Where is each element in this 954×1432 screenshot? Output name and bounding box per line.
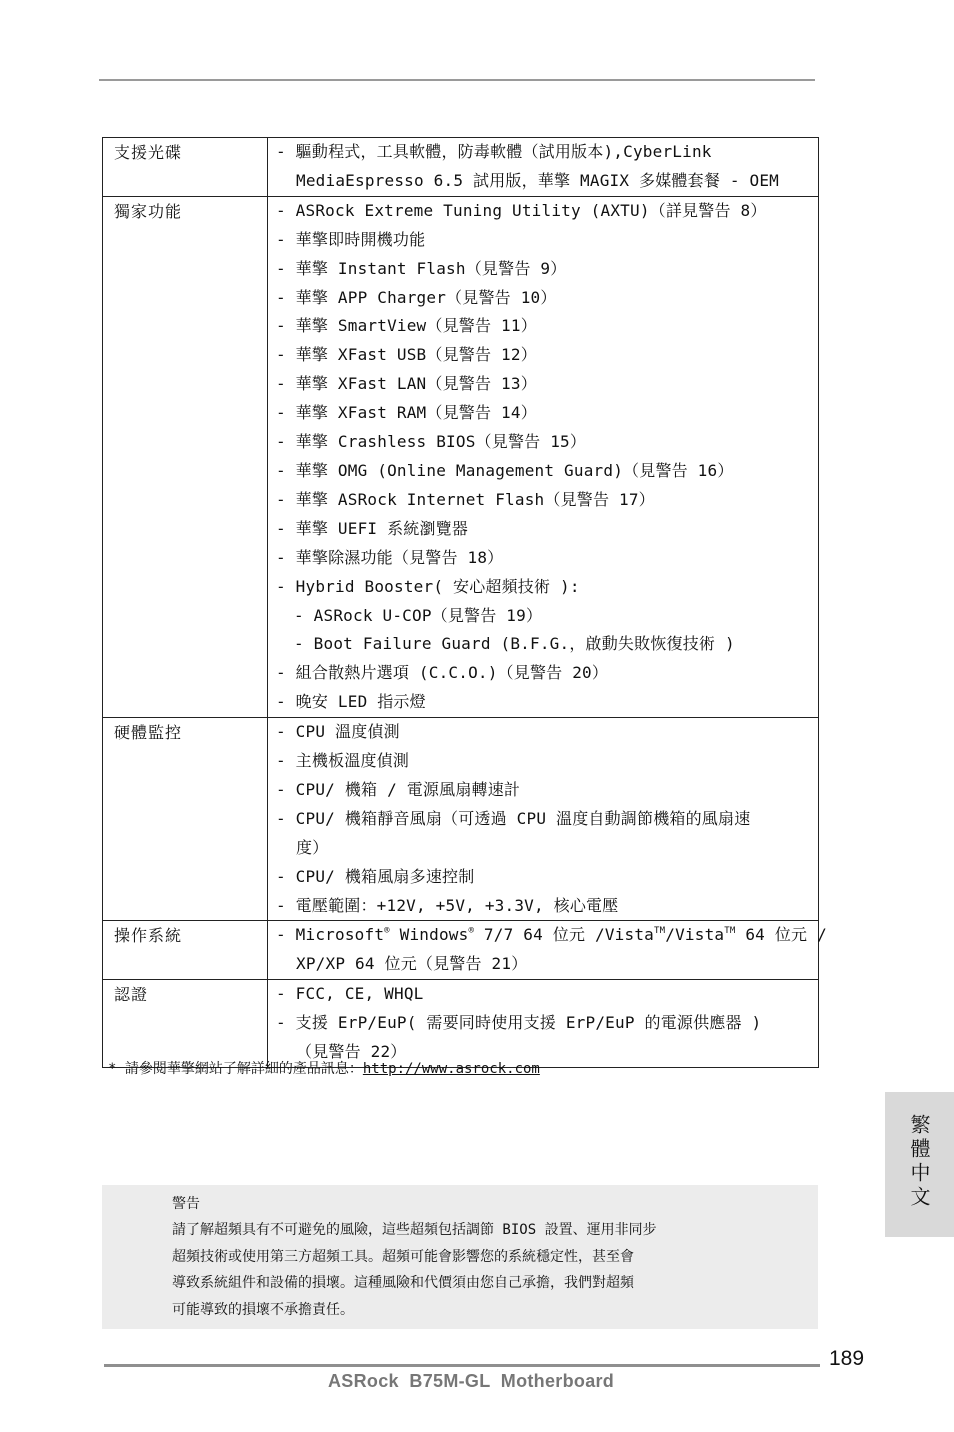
warning-line: 超頻技術或使用第三方超頻工具。超頻可能會影響您的系統穩定性，甚至會 bbox=[172, 1248, 634, 1265]
list-item: XP/XP 64 位元（見警告 21） bbox=[296, 954, 528, 974]
list-item: - 華擎 Crashless BIOS（見警告 15） bbox=[276, 432, 587, 452]
list-item: - 華擎 XFast LAN（見警告 13） bbox=[276, 374, 537, 394]
warning-line: 可能導致的損壞不承擔責任。 bbox=[172, 1301, 354, 1318]
list-item: - 晚安 LED 指示燈 bbox=[276, 692, 426, 712]
os-text: 7/7 64 位元 /Vista bbox=[474, 925, 654, 945]
list-item: - CPU/ 機箱靜音風扇（可透過 CPU 溫度自動調節機箱的風扇速 bbox=[276, 808, 751, 828]
footer-title: ASRock B75M-GL Motherboard bbox=[328, 1371, 615, 1391]
row-values bbox=[268, 196, 819, 717]
list-item: - 華擎 ASRock Internet Flash（見警告 17） bbox=[276, 489, 655, 509]
list-item: - 驅動程式，工具軟體，防毒軟體（試用版本),CyberLink bbox=[276, 142, 712, 161]
list-item: - 組合散熱片選項 (C.C.O.)（見警告 20） bbox=[276, 663, 609, 683]
os-text: Windows bbox=[389, 925, 469, 945]
language-tab-label: 繁體中文 bbox=[907, 1114, 931, 1210]
list-item: （見警告 22） bbox=[296, 1042, 407, 1062]
table-row bbox=[103, 138, 819, 197]
os-text: - Microsoft bbox=[276, 925, 385, 945]
footnote bbox=[108, 1058, 540, 1078]
table-row bbox=[103, 718, 819, 921]
row-category: 獨家功能 bbox=[103, 196, 268, 717]
list-item: - Boot Failure Guard (B.F.G.，啟動失敗恢復技術 ) bbox=[294, 634, 735, 654]
warning-body bbox=[172, 1217, 772, 1323]
list-item: - 華擎 XFast RAM（見警告 14） bbox=[276, 403, 537, 423]
warning-box bbox=[102, 1185, 818, 1329]
list-item bbox=[276, 921, 827, 950]
list-item: - 華擎即時開機功能 bbox=[276, 229, 426, 249]
list-item: - ASRock Extreme Tuning Utility (AXTU)（詳見警告 8） bbox=[276, 200, 767, 220]
bottom-rule bbox=[104, 1364, 820, 1367]
row-values bbox=[268, 718, 819, 921]
language-tab bbox=[885, 1092, 954, 1237]
list-item: - 華擎 UEFI 系統瀏覽器 bbox=[276, 518, 469, 538]
list-item: - 主機板溫度偵測 bbox=[276, 751, 410, 771]
table-row bbox=[103, 196, 819, 717]
row-values bbox=[268, 921, 827, 980]
warning-line: 請了解超頻具有不可避免的風險，這些超頻包括調節 BIOS 設置、運用非同步 bbox=[172, 1222, 657, 1238]
table-row bbox=[103, 980, 819, 1068]
table-row bbox=[103, 921, 819, 980]
row-values bbox=[268, 138, 819, 197]
list-item: - 電壓範圍：+12V, +5V, +3.3V, 核心電壓 bbox=[276, 895, 619, 915]
footnote-text: * 請參閱華擎網站了解詳細的產品訊息： bbox=[108, 1061, 363, 1077]
list-item: - 華擎 SmartView（見警告 11） bbox=[276, 316, 537, 336]
page-number: 189 bbox=[829, 1347, 865, 1370]
top-rule bbox=[99, 79, 815, 81]
os-text: /Vista bbox=[665, 925, 725, 945]
list-item: 度） bbox=[296, 837, 329, 857]
website-link[interactable]: http://www.asrock.com bbox=[362, 1061, 540, 1077]
list-item: - CPU/ 機箱 / 電源風扇轉速計 bbox=[276, 779, 521, 799]
list-item: - CPU 溫度偵測 bbox=[276, 722, 400, 742]
list-item: - 華擎 APP Charger（見警告 10） bbox=[276, 287, 557, 307]
list-item: - 支援 ErP/EuP( 需要同時使用支援 ErP/EuP 的電源供應器 ) bbox=[276, 1013, 762, 1033]
row-category: 認證 bbox=[103, 980, 268, 1068]
row-category: 支援光碟 bbox=[103, 138, 268, 197]
list-item: - 華擎 XFast USB（見警告 12） bbox=[276, 345, 537, 365]
list-item: - CPU/ 機箱風扇多速控制 bbox=[276, 866, 475, 886]
trademark-mark: TM bbox=[654, 926, 666, 937]
os-text: 64 位元 / bbox=[735, 925, 827, 945]
list-item: - 華擎 Instant Flash（見警告 9） bbox=[276, 258, 567, 278]
list-item: - FCC, CE, WHQL bbox=[276, 984, 424, 1004]
list-item: - 華擎 OMG (Online Management Guard)（見警告 16） bbox=[276, 460, 734, 480]
registered-mark: ® bbox=[384, 926, 390, 937]
warning-title: 警告 bbox=[172, 1196, 200, 1212]
list-item: - 華擎除濕功能（見警告 18） bbox=[276, 547, 504, 567]
warning-line: 導致系統組件和設備的損壞。這種風險和代價須由您自己承擔，我們對超頻 bbox=[172, 1275, 634, 1291]
row-values bbox=[268, 980, 819, 1068]
spec-table bbox=[102, 137, 827, 1068]
registered-mark: ® bbox=[468, 926, 475, 937]
row-category: 操作系統 bbox=[103, 921, 268, 980]
trademark-mark: TM bbox=[724, 926, 736, 937]
list-item: MediaEspresso 6.5 試用版，華擎 MAGIX 多媒體套餐 - OEM bbox=[296, 170, 780, 190]
list-item: - Hybrid Booster( 安心超頻技術 ): bbox=[276, 576, 580, 596]
list-item: - ASRock U-COP（見警告 19） bbox=[294, 605, 543, 625]
row-category: 硬體監控 bbox=[103, 718, 268, 921]
